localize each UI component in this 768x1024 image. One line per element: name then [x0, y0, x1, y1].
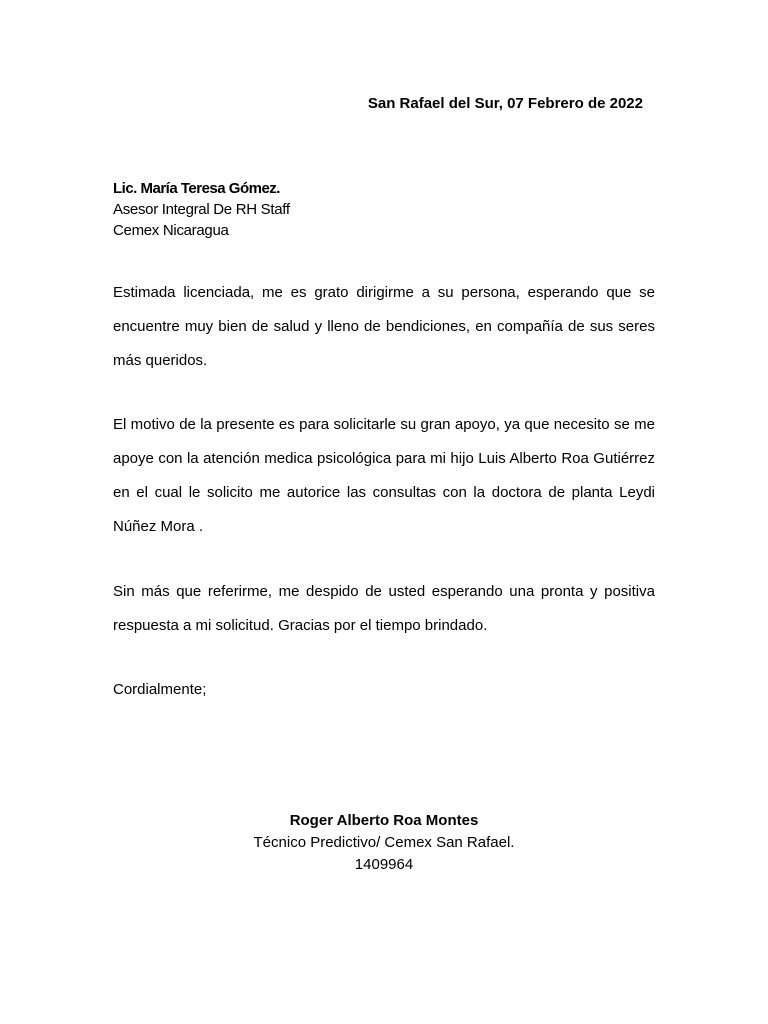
recipient-position: Asesor Integral De RH Staff — [113, 201, 290, 218]
recipient-block — [113, 178, 533, 241]
recipient-name: Lic. María Teresa Gómez. — [113, 180, 280, 197]
closing-salutation: Cordialmente; — [113, 681, 207, 698]
recipient-company: Cemex Nicaragua — [113, 222, 229, 239]
signature-id: 1409964 — [354, 856, 414, 873]
body-paragraph-greeting: Estimada licenciada, me es grato dirigirme a su persona, esperando que se encuentre muy bien de salud y lleno de bendiciones, en compañía de sus seres más queridos. — [113, 284, 655, 369]
signature-name: Roger Alberto Roa Montes — [289, 812, 479, 829]
letter-date: San Rafael del Sur, 07 Febrero de 2022 — [367, 95, 643, 112]
body-paragraph-farewell: Sin más que referirme, me despido de usted esperando una pronta y positiva respuesta a mi solicitud. Gracias por el tiempo brindado. — [113, 583, 655, 634]
body-paragraph-request: El motivo de la presente es para solicitarle su gran apoyo, ya que necesito se me apoye con la atención medica psicológica para mi hijo Luis Alberto Roa Gutiérrez en el cual le solicito me autorice las consultas con la doctora de planta Leydi Núñez Mora . — [113, 416, 655, 535]
signature-title: Técnico Predictivo/ Cemex San Rafael. — [253, 834, 515, 851]
signature-block — [0, 810, 768, 876]
